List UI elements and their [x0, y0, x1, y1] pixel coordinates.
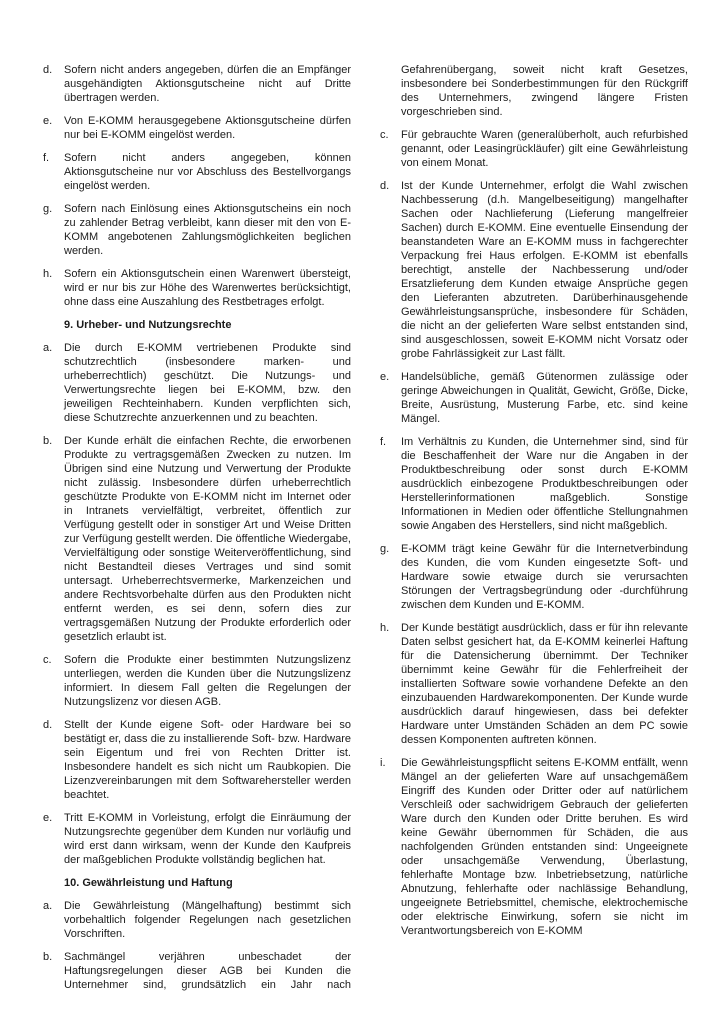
list-item-text: Sofern nicht anders angegeben, dürfen die an Empfänger ausgehändigten Aktionsgutscheine nicht auf Dritte übertragen werden. — [64, 64, 351, 104]
list-item-text: Tritt E-KOMM in Vorleistung, erfolgt die Einräumung der Nutzungsrechte gegenüber dem Kunden nur vorläufig und wird erst dann wirksam, wenn der Kunde den Kaufpreis der maßgeblichen Produkte vollständig beglichen hat. — [64, 812, 351, 866]
list-item-label: c. — [43, 654, 52, 666]
list-item-text: Gefahrenübergang, soweit nicht kraft Gesetzes, insbesondere bei Sonderbestimmungen für den Rückgriff des Unternehmers, zwingend längere Fristen vorgeschrieben sind. — [401, 64, 688, 118]
list-item — [380, 435, 688, 533]
list-item-label: h. — [380, 622, 390, 634]
section-heading: 9. Urheber- und Nutzungsrechte — [64, 319, 232, 331]
list-item-text: Sofern nicht anders angegeben, können Aktionsgutscheine nur vor Abschluss des Bestellvorgangs eingelöst werden. — [64, 152, 351, 192]
list-item — [380, 621, 688, 747]
list-item — [43, 653, 351, 709]
list-item-text: Stellt der Kunde eigene Soft- oder Hardware bei so bestätigt er, dass die zu installierende Soft- bzw. Hardware sein Eigentum und frei von Rechten Dritter ist. Insbesondere handelt es sich nicht um Raubkopien. Die Lizenzvereinbarungen mit dem Softwarehersteller werden beachtet. — [64, 719, 351, 801]
list-item-text: E-KOMM trägt keine Gewähr für die Internetverbindung des Kunden, die vom Kunden eingesetzte Soft- und Hardware sowie etwaige durch sie verursachten Störungen der Vertragsbegründung oder -durchführung zwischen dem Kunden und E-KOMM. — [401, 543, 688, 611]
list-item-text: Von E-KOMM herausgegebene Aktionsgutscheine dürfen nur bei E-KOMM eingelöst werden. — [64, 115, 351, 141]
list-item — [380, 756, 688, 938]
list-item-label: d. — [43, 64, 53, 76]
list-item — [43, 718, 351, 802]
list-item-label: a. — [43, 900, 53, 912]
list-item-text: Ist der Kunde Unternehmer, erfolgt die Wahl zwischen Nachbesserung (d.h. Mangelbeseitigung) mangelhafter Sachen oder Nachlieferung (Lieferung mangelfreier Sachen) durch E-KOMM. Eine eventuelle Einsendung der beanstandeten Ware an E-KOMM muss in fachgerechter Verpackung frei Haus erfolgen. E-KOMM ist ebenfalls berechtigt, anstelle der Nachbesserung und/oder Ersatzlieferung dem Kunden etwaige Ansprüche gegen den Lieferanten abzutreten. Darüberhinausgehende Gewährleistungsansprüche, insbesondere für Schäden, die nicht an der gelieferten Ware selbst entstanden sind, sind ausgeschlossen, soweit E-KOMM nicht Vorsatz oder grobe Fahrlässigkeit zur Last fällt. — [401, 180, 688, 360]
list-item-text: Sofern die Produkte einer bestimmten Nutzungslizenz unterliegen, werden die Kunden über die Nutzungslizenz informiert. In diesem Fall gelten die Regelungen der Nutzungslizenz vor diesen AGB. — [64, 654, 351, 708]
list-item — [380, 179, 688, 361]
list-item-label: h. — [43, 268, 53, 280]
list-item-label: f. — [43, 152, 50, 164]
list-item-label: g. — [380, 543, 390, 555]
list-item-label: e. — [380, 371, 390, 383]
list-item-label — [380, 63, 401, 119]
list-item-text: Handelsübliche, gemäß Gütenormen zulässige oder geringe Abweichungen in Qualität, Gewicht, Größe, Dicke, Breite, Ausrüstung, Musterung Farbe, etc. sind keine Mängel. — [401, 371, 688, 425]
list-item-label: b. — [43, 435, 53, 447]
section-heading: 10. Gewährleistung und Haftung — [64, 877, 233, 889]
list-item — [43, 267, 351, 309]
list-item-label: c. — [380, 129, 389, 141]
list-item — [43, 151, 351, 193]
list-item-label: i. — [380, 757, 386, 769]
list-item — [43, 899, 351, 941]
list-item-text: Sofern ein Aktionsgutschein einen Warenwert übersteigt, wird er nur bis zur Höhe des Warenwertes berücksichtigt, ohne dass eine Auszahlung des Restbetrages erfolgt. — [64, 268, 351, 308]
list-item — [380, 542, 688, 612]
list-item-text: Der Kunde bestätigt ausdrücklich, dass er für ihn relevante Daten selbst gesichert hat, da E-KOMM keinerlei Haftung für die Datensicherung übernimmt. Der Techniker übernimmt keine Gewähr für die Fehlerfreiheit der installierten Software sowie vorhandene Defekte an den einzubauenden Hardwarekomponenten. Der Kunde wurde ausdrücklich darauf hingewiesen, dass bei defekter Hardware unter Umständen Schäden an dem PC sowie dessen Komponenten auftreten können. — [401, 622, 688, 746]
list-item — [43, 114, 351, 142]
list-item-text: Im Verhältnis zu Kunden, die Unternehmer sind, sind für die Beschaffenheit der Ware nur die Angaben in der Produktbeschreibung oder sonst durch E-KOMM ausdrücklich einbezogene Produktbeschreibungen oder Herstellerinformationen maßgeblich. Sonstige Informationen in Medien oder öffentliche Stellungnahmen sowie Angaben des Herstellers, sind nicht maßgeblich. — [401, 436, 688, 532]
list-item — [43, 811, 351, 867]
list-item-label: d. — [380, 180, 390, 192]
left-column — [43, 63, 351, 1004]
list-item — [43, 950, 351, 992]
list-item-text: Die Gewährleistungspflicht seitens E-KOMM entfällt, wenn Mängel an der gelieferten Ware auf unsachgemäßem Eingriff des Kunden oder Dritter oder auf natürlichem Verschleiß oder sachwidrigem Gebrauch der gelieferten Ware durch den Kunden oder Dritte beruhen. Es wird keine Gewähr übernommen für Schäden, die aus nachfolgenden Gründen entstanden sind: Ungeeignete oder unsachgemäße Verwendung, Überlastung, fehlerhafte Montage bzw. Inbetriebsetzung, natürliche Abnutzung, fehlerhafte oder nachlässige Behandlung, ungeeignete Betriebsmittel, chemische, elektrochemische oder elektrische Einwirkung, sofern sie nicht im Verantwortungsbereich von E-KOMM — [401, 757, 688, 937]
list-item-label: d. — [43, 719, 53, 731]
list-item-label: a. — [43, 342, 53, 354]
list-item-text: Der Kunde erhält die einfachen Rechte, die erworbenen Produkte zu vertragsgemäßen Zwecken zu nutzen. Im Übrigen sind eine Nutzung und Verwertung der Produkte nicht zulässig. Insbesondere dürfen urheberrechtlich geschützte Produkte von E-KOMM nicht im Internet oder in Intranets vervielfältigt, verbreitet, öffentlich zur Verfügung gestellt oder in sonstiger Art und Weise Dritten zur Verfügung gestellt werden. Die öffentliche Wiedergabe, Vervielfältigung oder sonstige Weiterveröffentlichung, sind nicht Bestandteil dieses Vertrages und sind somit untersagt. Urheberrechtsvermerke, Markenzeichen und andere Rechtsvorbehalte dürfen aus den Produkten nicht entfernt werden, es sei denn, sofern dies zur vertragsgemäßen Nutzung der Produkte erforderlich oder gesetzlich erlaubt ist. — [64, 435, 351, 643]
list-item-text: Für gebrauchte Waren (generalüberholt, auch refurbished genannt, oder Leasingrückläufer) gilt eine Gewährleistung von einem Monat. — [401, 129, 688, 169]
list-item-label: b. — [43, 951, 53, 963]
list-item — [380, 128, 688, 170]
paragraph-continuation — [380, 63, 688, 119]
list-item — [43, 341, 351, 425]
list-item-text: Sofern nach Einlösung eines Aktionsgutscheins ein noch zu zahlender Betrag verbleibt, kann dieser mit den von E-KOMM angebotenen Zahlungsmöglichkeiten beglichen werden. — [64, 203, 351, 257]
list-item-label: g. — [43, 203, 53, 215]
list-item-label: e. — [43, 115, 53, 127]
list-item-text: Sachmängel verjähren unbeschadet der Haftungsregelungen dieser AGB bei Kunden die Unternehmer sind, grundsätzlich ein Jahr nach — [64, 951, 351, 991]
list-item — [43, 63, 351, 105]
list-item-label: e. — [43, 812, 53, 824]
list-item-text: Die Gewährleistung (Mängelhaftung) bestimmt sich vorbehaltlich folgender Regelungen nach gesetzlichen Vorschriften. — [64, 900, 351, 940]
list-item-label: f. — [380, 436, 387, 448]
list-item — [380, 370, 688, 426]
list-item-text: Die durch E-KOMM vertriebenen Produkte sind schutzrechtlich (insbesondere marken- und urheberrechtlich) geschützt. Die Nutzungs- und Verwertungsrechte liegen bei E-KOMM, bzw. den jeweiligen Rechteinhabern. Kunden verpflichten sich, diese Schutzrechte anzuerkennen und zu beachten. — [64, 342, 351, 424]
list-item — [43, 202, 351, 258]
list-item — [43, 434, 351, 644]
right-column — [380, 63, 688, 1004]
